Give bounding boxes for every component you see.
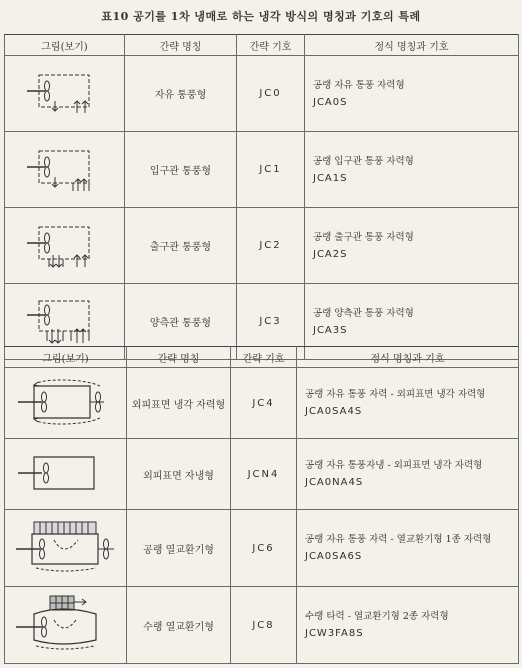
cooling-table-2 bbox=[4, 346, 519, 664]
full-name: 공랭 출구관 통풍 자력형 bbox=[313, 231, 414, 243]
figure-cell bbox=[5, 368, 127, 439]
inlet-duct-diagram-icon bbox=[25, 143, 105, 193]
full-name-cell bbox=[297, 587, 519, 664]
header-figure: 그림(보기) bbox=[5, 347, 127, 368]
short-name: 외피표면 냉각 자력형 bbox=[127, 368, 231, 439]
surface-natural-cooling-diagram-icon bbox=[16, 447, 116, 499]
table-header-row bbox=[5, 35, 519, 56]
figure-cell bbox=[5, 510, 127, 587]
header-short-name: 간략 명칭 bbox=[127, 347, 231, 368]
header-full-name: 정식 명칭과 기호 bbox=[305, 35, 519, 56]
full-name-cell bbox=[305, 132, 519, 208]
full-name: 공랭 양측관 통풍 자력형 bbox=[313, 307, 414, 319]
short-code: JC6 bbox=[231, 510, 297, 587]
full-code: JCA1S bbox=[313, 172, 348, 184]
table-row bbox=[5, 132, 519, 208]
short-name: 수랭 열교환기형 bbox=[127, 587, 231, 664]
full-name-cell bbox=[297, 439, 519, 510]
full-name-cell bbox=[297, 510, 519, 587]
header-figure: 그림(보기) bbox=[5, 35, 125, 56]
outlet-duct-diagram-icon bbox=[25, 219, 105, 269]
table-row bbox=[5, 368, 519, 439]
table-row bbox=[5, 439, 519, 510]
table-row bbox=[5, 56, 519, 132]
figure-cell bbox=[5, 132, 125, 208]
short-code: JC2 bbox=[237, 208, 305, 284]
full-name: 공랭 자유 통풍 자력 - 외피표면 냉각 자력형 bbox=[305, 389, 486, 400]
full-name: 공랭 입구관 통풍 자력형 bbox=[313, 155, 414, 167]
surface-cooling-diagram-icon bbox=[16, 376, 116, 428]
short-name: 출구관 통풍형 bbox=[125, 208, 237, 284]
page-title: 표10 공기를 1차 냉매로 하는 냉각 방식의 명칭과 기호의 특례 bbox=[101, 10, 421, 23]
short-name: 입구관 통풍형 bbox=[125, 132, 237, 208]
figure-cell bbox=[5, 439, 127, 510]
short-name: 양측관 통풍형 bbox=[125, 284, 237, 360]
full-code: JCA0S bbox=[313, 96, 348, 108]
full-name: 공랭 자유 통풍 자력 - 열교환기형 1종 자력형 bbox=[305, 534, 492, 545]
table-row bbox=[5, 510, 519, 587]
water-heat-exchanger-diagram-icon bbox=[14, 594, 118, 654]
full-name: 수랭 타력 - 열교환기형 2종 자력형 bbox=[305, 611, 449, 622]
full-name: 공랭 자유 통풍 자력형 bbox=[313, 79, 405, 91]
header-short-code: 간략 기호 bbox=[237, 35, 305, 56]
figure-cell bbox=[5, 56, 125, 132]
short-code: JC4 bbox=[231, 368, 297, 439]
figure-cell bbox=[5, 587, 127, 664]
short-code: JC1 bbox=[237, 132, 305, 208]
header-full-name: 정식 명칭과 기호 bbox=[297, 347, 519, 368]
full-code: JCW3FA8S bbox=[305, 628, 364, 639]
full-code: JCA3S bbox=[313, 324, 348, 336]
short-code: JC0 bbox=[237, 56, 305, 132]
short-name: 공랭 열교환기형 bbox=[127, 510, 231, 587]
table-row bbox=[5, 208, 519, 284]
table-header-row bbox=[5, 347, 519, 368]
header-short-name: 간략 명칭 bbox=[125, 35, 237, 56]
figure-cell bbox=[5, 208, 125, 284]
full-code: JCA0SA6S bbox=[305, 551, 363, 562]
header-short-code: 간략 기호 bbox=[231, 347, 297, 368]
full-name-cell bbox=[305, 208, 519, 284]
full-name-cell bbox=[305, 56, 519, 132]
short-code: JC3 bbox=[237, 284, 305, 360]
short-name: 외피표면 자냉형 bbox=[127, 439, 231, 510]
free-ventilation-diagram-icon bbox=[25, 67, 105, 117]
full-code: JCA0SA4S bbox=[305, 406, 363, 417]
short-name: 자유 통풍형 bbox=[125, 56, 237, 132]
air-heat-exchanger-diagram-icon bbox=[14, 518, 118, 576]
short-code: JC8 bbox=[231, 587, 297, 664]
table-row bbox=[5, 587, 519, 664]
full-code: JCA0NA4S bbox=[305, 477, 364, 488]
full-name: 공랭 자유 통풍자냉 - 외피표면 냉각 자력형 bbox=[305, 460, 483, 471]
full-code: JCA2S bbox=[313, 248, 348, 260]
full-name-cell bbox=[297, 368, 519, 439]
both-side-duct-diagram-icon bbox=[25, 295, 105, 345]
short-code: JCN4 bbox=[231, 439, 297, 510]
cooling-table-1 bbox=[4, 34, 519, 360]
